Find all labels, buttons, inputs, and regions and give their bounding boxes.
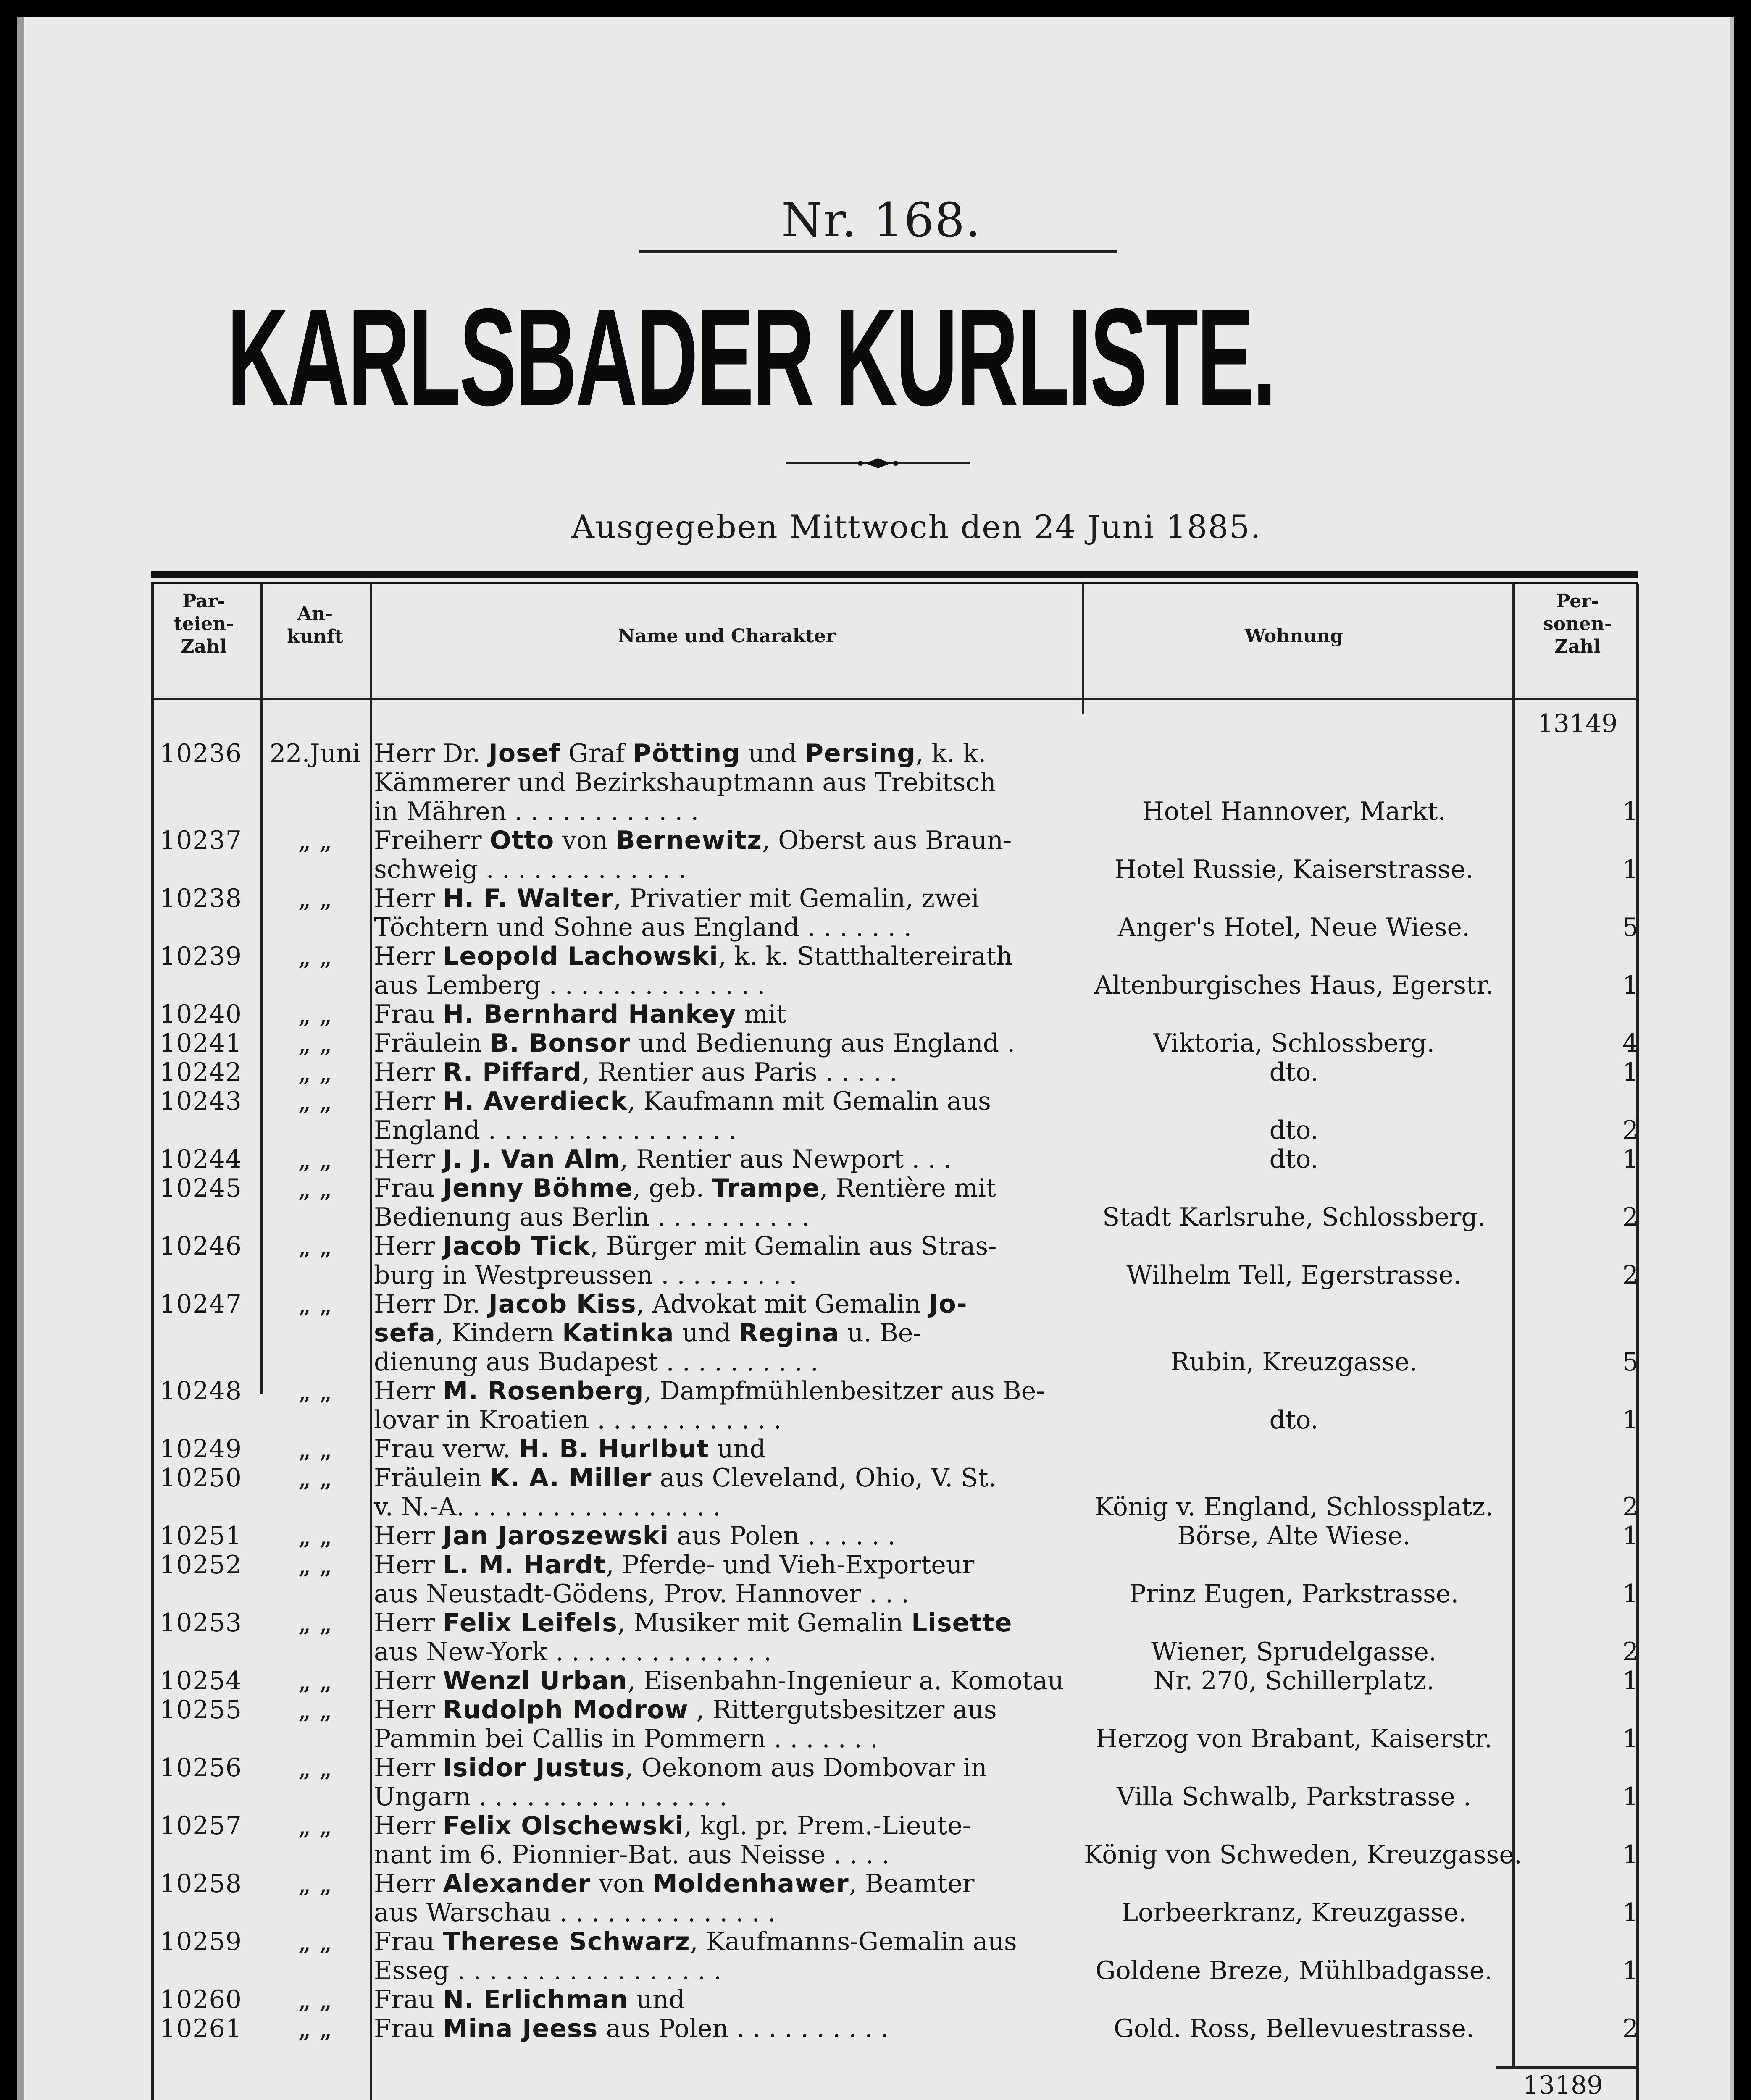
residence: dto. <box>1269 1116 1319 1145</box>
guest-text: Herr <box>374 1231 443 1261</box>
guest-text: Herr <box>374 942 443 971</box>
guest-name-bold: Jenny Böhme <box>442 1173 633 1203</box>
guest-name-bold: M. Rosenberg <box>443 1376 644 1406</box>
arrival-date: „ „ <box>298 1869 332 1898</box>
arrival-date: „ „ <box>298 2014 332 2043</box>
guest-name-bold: Lisette <box>911 1608 1012 1638</box>
guest-text: Herr <box>374 884 443 913</box>
guest-text: u. Be- dienung aus Budapest . . . . . . . . . . <box>374 1318 922 1377</box>
guest-text: Frau verw. <box>374 1434 519 1464</box>
guest-text: Herr <box>374 1376 443 1406</box>
party-number: 10245 <box>160 1173 242 1203</box>
party-number: 10261 <box>160 2014 242 2043</box>
guest-text: und Bedienung aus England . <box>630 1029 1015 1058</box>
residence: dto. <box>1269 1144 1319 1174</box>
arrival-date: „ „ <box>298 942 332 971</box>
guest-text: , Rentier aus Newport . . . <box>620 1144 952 1174</box>
guest-text: Herr <box>374 1550 443 1580</box>
column-header-parteien-line: Zahl <box>181 636 227 657</box>
residence: Wiener, Sprudelgasse. <box>1151 1637 1437 1667</box>
guest-text: , k. k. Statthaltereirath aus Lemberg . . . . . . . . . . . . . . <box>374 942 1013 1000</box>
guest-name-and-character <box>374 1696 1080 1754</box>
persons-count: 1 <box>1622 1724 1638 1754</box>
guest-text: , Musiker mit Gemalin <box>617 1608 912 1638</box>
arrival-date: „ „ <box>298 1608 332 1638</box>
persons-count: 1 <box>1622 1840 1638 1869</box>
residence: Rubin, Kreuzgasse. <box>1170 1347 1417 1377</box>
guest-text: Herr <box>374 1811 443 1840</box>
guest-name-bold: H. Bernhard Hankey <box>442 1000 736 1029</box>
guest-name-and-character <box>374 884 1080 942</box>
guest-text: , Oberst aus Braun- schweig . . . . . . . . . . . . . <box>374 826 1012 884</box>
guest-text: , Kindern <box>436 1318 563 1348</box>
persons-count: 1 <box>1622 971 1638 1000</box>
arrival-date: „ „ <box>298 1289 332 1319</box>
table-row <box>17 1058 1734 1087</box>
table-row <box>17 1000 1734 1029</box>
arrival-date: „ „ <box>298 1550 332 1580</box>
guest-name-bold: Wenzl Urban <box>443 1666 628 1696</box>
guest-name-bold: Katinka <box>562 1318 674 1348</box>
table-row <box>17 2014 1734 2043</box>
guest-name-and-character <box>374 1667 1080 1696</box>
residence: dto. <box>1269 1405 1319 1435</box>
arrival-date: „ „ <box>298 1058 332 1087</box>
table-row <box>17 1811 1734 1869</box>
guest-name-and-character <box>374 1464 1080 1522</box>
guest-text: aus New-York . . . . . . . . . . . . . . <box>374 1637 772 1667</box>
guest-name-and-character <box>374 1985 1080 2014</box>
guest-name-and-character <box>374 1174 1080 1232</box>
guest-name-and-character <box>374 1029 1080 1058</box>
guest-name-bold: Isidor Justus <box>443 1753 626 1782</box>
arrival-date: „ „ <box>298 1811 332 1840</box>
persons-count: 2 <box>1622 1202 1638 1232</box>
persons-count: 1 <box>1622 1666 1638 1696</box>
guest-name-bold: Felix Leifels <box>443 1608 618 1638</box>
table-row <box>17 739 1734 826</box>
guest-name-bold: R. Piffard <box>443 1058 582 1087</box>
guest-name-and-character <box>374 1609 1080 1667</box>
residence: dto. <box>1269 1058 1319 1087</box>
guest-name-and-character <box>374 826 1080 884</box>
persons-count: 1 <box>1622 1521 1638 1551</box>
residence: Herzog von Brabant, Kaiserstr. <box>1096 1724 1492 1754</box>
column-header-parteien-line: Par- <box>182 591 225 612</box>
table-row <box>17 1232 1734 1290</box>
party-number: 10239 <box>160 942 242 971</box>
table-row <box>17 1377 1734 1435</box>
party-number: 10257 <box>160 1811 242 1840</box>
guest-name-and-character <box>374 2014 1080 2043</box>
guest-text: Herr <box>374 1753 443 1782</box>
guest-name-bold: Jacob Kiss <box>488 1289 636 1319</box>
guest-text: , Dampfmühlenbesitzer aus Be- lovar in Kroatien . . . . . . . . . . . . <box>374 1376 1045 1435</box>
header-rule-thin <box>151 582 1638 584</box>
table-row <box>17 1551 1734 1609</box>
guest-name-bold: H. F. Walter <box>443 884 614 913</box>
guest-text: , geb. <box>633 1173 712 1203</box>
persons-count: 2 <box>1622 1260 1638 1290</box>
guest-text: und <box>709 1434 766 1464</box>
guest-name-and-character <box>374 1058 1080 1087</box>
guest-name-and-character <box>374 1145 1080 1174</box>
guest-name-bold: L. M. Hardt <box>443 1550 606 1580</box>
guest-name-and-character <box>374 739 1080 826</box>
guest-name-bold: N. Erlichman <box>442 1985 628 2014</box>
persons-count: 1 <box>1622 855 1638 884</box>
guest-text: mit <box>736 1000 786 1029</box>
table-row <box>17 1174 1734 1232</box>
arrival-date: „ „ <box>298 1985 332 2014</box>
residence: Anger's Hotel, Neue Wiese. <box>1117 913 1470 942</box>
guest-text: Fräulein <box>374 1463 490 1493</box>
table-row <box>17 1927 1734 1985</box>
column-header-personen-line: sonen- <box>1543 613 1612 635</box>
arrival-date: „ „ <box>298 884 332 913</box>
table-row <box>17 1522 1734 1551</box>
guest-name-and-character <box>374 1435 1080 1464</box>
arrival-date: „ „ <box>298 826 332 855</box>
residence: Prinz Eugen, Parkstrasse. <box>1129 1579 1459 1609</box>
guest-name-bold: Leopold Lachowski <box>443 942 718 971</box>
party-number: 10252 <box>160 1550 242 1580</box>
guest-name-and-character <box>374 1000 1080 1029</box>
guest-name-bold: Pötting <box>633 739 741 768</box>
arrival-date: „ „ <box>298 1521 332 1551</box>
persons-count: 1 <box>1622 1144 1638 1174</box>
column-header-name-text: Name und Charakter <box>618 625 836 647</box>
guest-text: , kgl. pr. Prem.-Lieute- nant im 6. Pionnier-Bat. aus Neisse . . . . <box>374 1811 971 1869</box>
guest-name-bold: Persing <box>805 739 916 768</box>
table-row <box>17 1696 1734 1754</box>
party-number: 10251 <box>160 1521 242 1551</box>
guest-name-and-character <box>374 1551 1080 1609</box>
table-row <box>17 1667 1734 1696</box>
column-header-personen-line: Per- <box>1556 591 1599 612</box>
guest-text: , Rentier aus Paris . . . . . <box>582 1058 898 1087</box>
guest-name-bold: Felix Olschewski <box>443 1811 684 1840</box>
guest-text: aus Polen . . . . . . <box>669 1521 896 1551</box>
guest-name-bold: Josef <box>488 739 560 768</box>
guest-name-bold: J. J. Van Alm <box>443 1144 620 1174</box>
guest-name-bold: Rudolph Modrow <box>443 1695 689 1725</box>
opening-total: 13149 <box>1537 709 1618 738</box>
guest-text: Fräulein <box>374 1029 490 1058</box>
persons-count: 1 <box>1622 1898 1638 1927</box>
residence: König von Schweden, Kreuzgasse. <box>1084 1840 1522 1869</box>
guest-name-bold: Otto <box>489 826 555 855</box>
newspaper-page <box>17 17 1734 2100</box>
entries-list <box>17 714 1734 2043</box>
table-row <box>17 1029 1734 1058</box>
party-number: 10249 <box>160 1434 242 1464</box>
guest-text: und <box>628 1985 685 2014</box>
guest-text: und <box>674 1318 739 1348</box>
guest-text: , Pferde- und Vieh-Exporteur aus Neustadt-Gödens, Prov. Hannover . . . <box>374 1550 975 1609</box>
guest-text: Herr Dr. <box>374 1289 489 1319</box>
guest-name-and-character <box>374 1522 1080 1551</box>
guest-text: Herr <box>374 1666 443 1696</box>
residence: Stadt Karlsruhe, Schlossberg. <box>1102 1202 1485 1232</box>
guest-text: aus Cleveland, Ohio, V. St. v. N.-A. . . . . . . . . . . . . . . . . <box>374 1463 996 1522</box>
guest-name-bold: K. A. Miller <box>490 1463 652 1493</box>
guest-name-and-character <box>374 1232 1080 1290</box>
residence: Altenburgisches Haus, Egerstr. <box>1094 971 1494 1000</box>
guest-name-bold: Jo- sefa <box>374 1289 968 1348</box>
party-number: 10247 <box>160 1289 242 1319</box>
persons-count: 1 <box>1622 1405 1638 1435</box>
party-number: 10243 <box>160 1087 242 1116</box>
column-header-name <box>374 625 1080 648</box>
guest-text: Frau <box>374 1173 443 1203</box>
table-row <box>17 1435 1734 1464</box>
guest-text: , Kaufmanns-Gemalin aus Esseg . . . . . . . . . . . . . . . . . <box>374 1927 1017 1985</box>
guest-text: Herr Dr. <box>374 739 489 768</box>
arrival-date: „ „ <box>298 1029 332 1058</box>
residence: Wilhelm Tell, Egerstrasse. <box>1126 1260 1462 1290</box>
masthead-title: KARLSBADER KURLISTE. <box>227 279 1275 434</box>
party-number: 10237 <box>160 826 242 855</box>
party-number: 10255 <box>160 1695 242 1725</box>
guest-text: , Rentière mit Bedienung aus Berlin . . . . . . . . . . <box>374 1173 996 1232</box>
column-header-ankunft-line: kunft <box>287 626 343 647</box>
persons-count: 2 <box>1622 1116 1638 1145</box>
guest-text: , Privatier mit Gemalin, zwei Töchtern und Sohne aus England . . . . . . . <box>374 884 979 942</box>
guest-name-bold: H. B. Hurlbut <box>518 1434 710 1464</box>
persons-count: 2 <box>1622 1492 1638 1522</box>
column-header-ankunft <box>265 603 365 648</box>
party-number: 10246 <box>160 1231 242 1261</box>
issue-date-line: Ausgegeben Mittwoch den 24 Juni 1885. <box>571 508 1262 546</box>
column-header-parteien-line: teien- <box>174 613 234 635</box>
table-row <box>17 1145 1734 1174</box>
table-row <box>17 1869 1734 1927</box>
residence: König v. England, Schlossplatz. <box>1094 1492 1493 1522</box>
residence: Gold. Ross, Bellevuestrasse. <box>1114 2014 1474 2043</box>
header-rule-thick <box>151 571 1638 578</box>
arrival-date: „ „ <box>298 1753 332 1782</box>
table-row <box>17 1985 1734 2014</box>
persons-count: 5 <box>1622 913 1638 942</box>
arrival-date: „ „ <box>298 1144 332 1174</box>
table-row <box>17 1754 1734 1811</box>
residence: Hotel Hannover, Markt. <box>1142 797 1446 826</box>
guest-text: und <box>740 739 805 768</box>
party-number: 10260 <box>160 1985 242 2014</box>
guest-name-bold: H. Averdieck <box>443 1087 628 1116</box>
party-number: 10256 <box>160 1753 242 1782</box>
guest-text: Frau <box>374 1927 443 1956</box>
party-number: 10250 <box>160 1463 242 1493</box>
guest-name-bold: Trampe <box>712 1173 820 1203</box>
ornament-divider <box>786 457 970 470</box>
arrival-date: „ „ <box>298 1173 332 1203</box>
guest-text: , Rittergutsbesitzer aus Pammin bei Callis in Pommern . . . . . . . <box>374 1695 997 1754</box>
residence: Villa Schwalb, Parkstrasse . <box>1117 1782 1471 1811</box>
party-number: 10241 <box>160 1029 242 1058</box>
guest-text: , Kaufmann mit Gemalin aus England . . . . . . . . . . . . . . . . <box>374 1087 991 1145</box>
guest-text: , Advokat mit Gemalin <box>636 1289 929 1319</box>
column-header-parteien <box>155 590 252 658</box>
guest-text: von <box>591 1869 652 1898</box>
guest-text: Herr <box>374 1521 443 1551</box>
guest-name-and-character <box>374 1927 1080 1985</box>
guest-text: , Bürger mit Gemalin aus Stras- burg in Westpreussen . . . . . . . . . <box>374 1231 997 1290</box>
guest-text: Graf <box>560 739 633 768</box>
guest-name-bold: B. Bonsor <box>490 1029 631 1058</box>
guest-text: Herr <box>374 1695 443 1725</box>
arrival-date: „ „ <box>298 1000 332 1029</box>
guest-name-and-character <box>374 942 1080 1000</box>
guest-name-and-character <box>374 1811 1080 1869</box>
column-header-ankunft-line: An- <box>297 603 333 625</box>
arrival-date: 22.Juni <box>270 739 360 768</box>
guest-text: , Eisenbahn-Ingenieur a. Komotau <box>627 1666 1064 1696</box>
closing-total-rule <box>1496 2066 1638 2068</box>
column-header-personen-line: Zahl <box>1554 636 1601 657</box>
guest-name-and-character <box>374 1087 1080 1145</box>
guest-text: Frau <box>374 1000 443 1029</box>
column-header-wohnung-text: Wohnung <box>1245 625 1343 647</box>
persons-count: 1 <box>1622 797 1638 826</box>
persons-count: 4 <box>1622 1029 1638 1058</box>
arrival-date: „ „ <box>298 1463 332 1493</box>
party-number: 10236 <box>160 739 242 768</box>
table-row <box>17 1609 1734 1667</box>
guest-text: , k. k. Kämmerer und Bezirkshauptmann aus Trebitsch in Mähren . . . . . . . . . . . . <box>374 739 996 826</box>
party-number: 10238 <box>160 884 242 913</box>
table-row <box>17 884 1734 942</box>
guest-name-bold: Regina <box>739 1318 839 1348</box>
party-number: 10253 <box>160 1608 242 1638</box>
table-row <box>17 1290 1734 1377</box>
table-row <box>17 1464 1734 1522</box>
persons-count: 1 <box>1622 1782 1638 1811</box>
guest-text: , Beamter aus Warschau . . . . . . . . . . . . . . <box>374 1869 975 1927</box>
issue-number-rule <box>639 250 1117 253</box>
party-number: 10258 <box>160 1869 242 1898</box>
arrival-date: „ „ <box>298 1231 332 1261</box>
arrival-date: „ „ <box>298 1376 332 1406</box>
guest-name-and-character <box>374 1377 1080 1435</box>
residence: Börse, Alte Wiese. <box>1177 1521 1411 1551</box>
party-number: 10240 <box>160 1000 242 1029</box>
column-header-personen <box>1517 590 1638 658</box>
closing-total: 13189 <box>1522 2071 1603 2100</box>
arrival-date: „ „ <box>298 1927 332 1956</box>
column-header-rule <box>151 698 1638 700</box>
party-number: 10248 <box>160 1376 242 1406</box>
issue-number: Nr. 168. <box>781 193 981 248</box>
persons-count: 1 <box>1622 1058 1638 1087</box>
guest-text: Herr <box>374 1087 443 1116</box>
guest-text: von <box>554 826 616 855</box>
arrival-date: „ „ <box>298 1695 332 1725</box>
guest-name-bold: Bernewitz <box>616 826 762 855</box>
persons-count: 1 <box>1622 1579 1638 1609</box>
party-number: 10259 <box>160 1927 242 1956</box>
persons-count: 5 <box>1622 1347 1638 1377</box>
residence: Viktoria, Schlossberg. <box>1153 1029 1435 1058</box>
guest-text: aus Polen . . . . . . . . . . <box>598 2014 889 2043</box>
guest-text: Frau <box>374 2014 443 2043</box>
guest-name-and-character <box>374 1869 1080 1927</box>
residence: Nr. 270, Schillerplatz. <box>1153 1666 1435 1696</box>
residence: Hotel Russie, Kaiserstrasse. <box>1114 855 1474 884</box>
column-divider <box>1082 584 1084 714</box>
residence: Lorbeerkranz, Kreuzgasse. <box>1121 1898 1467 1927</box>
guest-text: Herr <box>374 1869 443 1898</box>
guest-name-bold: Jan Jaroszewski <box>443 1521 669 1551</box>
table-row <box>17 1087 1734 1145</box>
guest-name-bold: Jacob Tick <box>443 1231 590 1261</box>
guest-text: Herr <box>374 1144 443 1174</box>
party-number: 10242 <box>160 1058 242 1087</box>
residence: Goldene Breze, Mühlbadgasse. <box>1095 1956 1493 1985</box>
guest-text: Freiherr <box>374 826 490 855</box>
guest-name-and-character <box>374 1290 1080 1377</box>
guest-name-bold: Alexander <box>443 1869 591 1898</box>
persons-count: 1 <box>1622 1956 1638 1985</box>
arrival-date: „ „ <box>298 1087 332 1116</box>
table-row <box>17 942 1734 1000</box>
party-number: 10254 <box>160 1666 242 1696</box>
arrival-date: „ „ <box>298 1434 332 1464</box>
table-row <box>17 826 1734 884</box>
column-header-wohnung <box>1084 625 1504 648</box>
guest-text: Herr <box>374 1608 443 1638</box>
guest-text: Herr <box>374 1058 443 1087</box>
persons-count: 2 <box>1622 2014 1638 2043</box>
guest-text: Frau <box>374 1985 443 2014</box>
arrival-date: „ „ <box>298 1666 332 1696</box>
guest-name-bold: Therese Schwarz <box>442 1927 690 1956</box>
guest-name-bold: Moldenhawer <box>652 1869 849 1898</box>
guest-text: , Oekonom aus Dombovar in Ungarn . . . . . . . . . . . . . . . . <box>374 1753 987 1811</box>
persons-count: 2 <box>1622 1637 1638 1667</box>
party-number: 10244 <box>160 1144 242 1174</box>
guest-name-bold: Mina Jeess <box>442 2014 598 2043</box>
guest-name-and-character <box>374 1754 1080 1811</box>
